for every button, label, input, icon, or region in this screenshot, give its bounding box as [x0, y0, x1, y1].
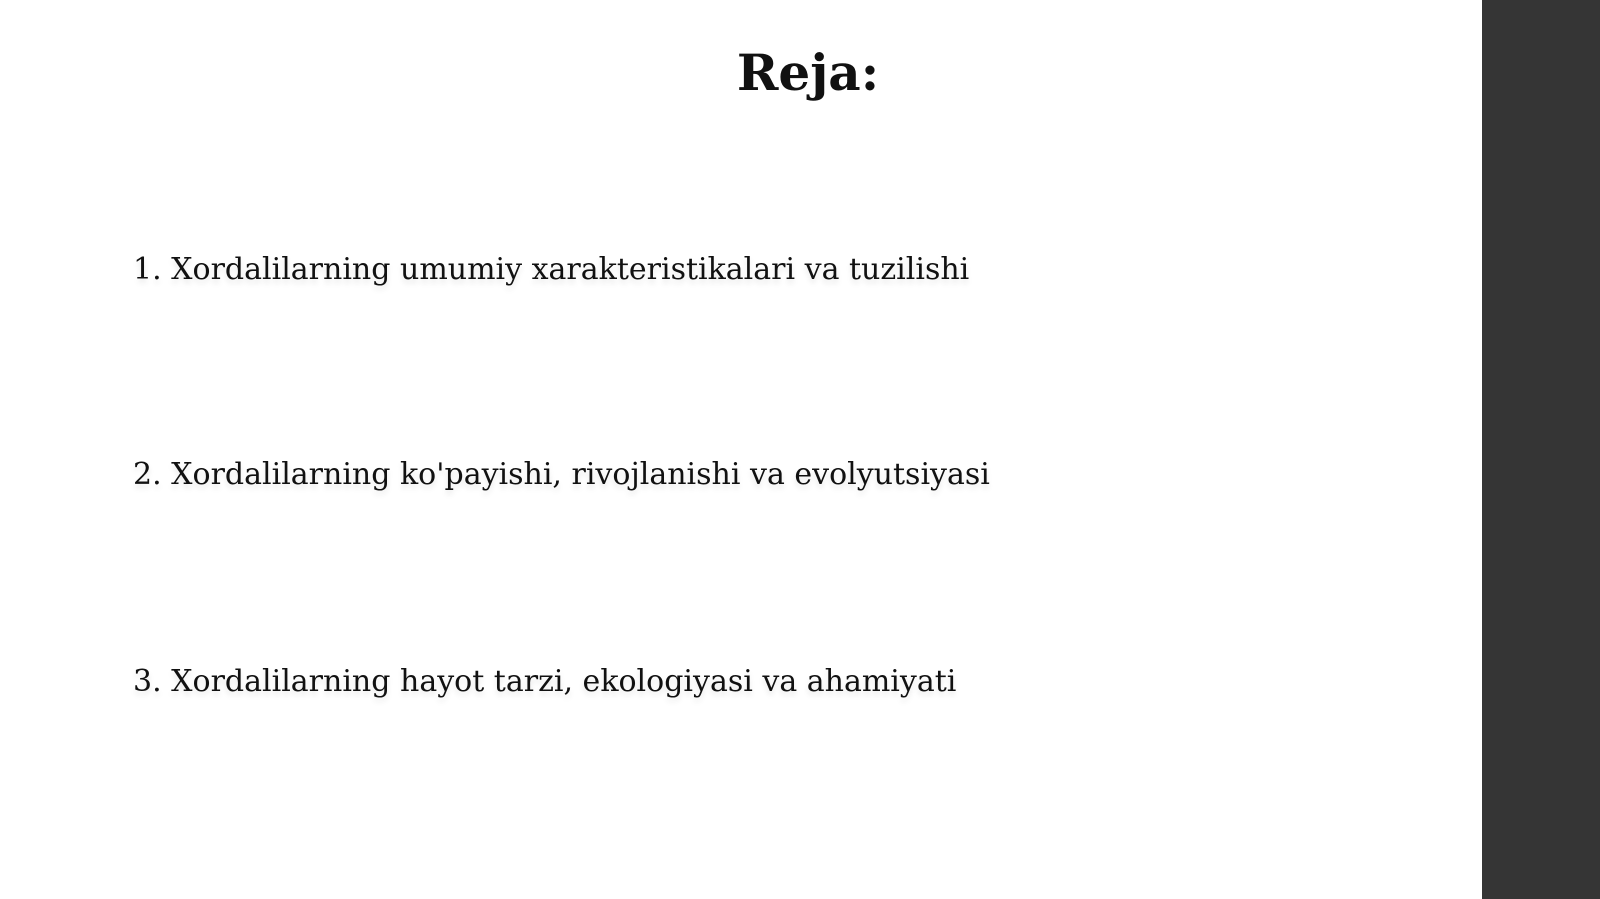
- plan-item-2: 2. Xordalilarning ko'payishi, rivojlanishi va evolyutsiyasi: [133, 457, 990, 492]
- slide-title: Reja:: [736, 43, 880, 102]
- side-bar: [1482, 0, 1600, 899]
- plan-item-3: 3. Xordalilarning hayot tarzi, ekologiyasi va ahamiyati: [133, 664, 957, 699]
- plan-item-1: 1. Xordalilarning umumiy xarakteristikalari va tuzilishi: [133, 252, 970, 287]
